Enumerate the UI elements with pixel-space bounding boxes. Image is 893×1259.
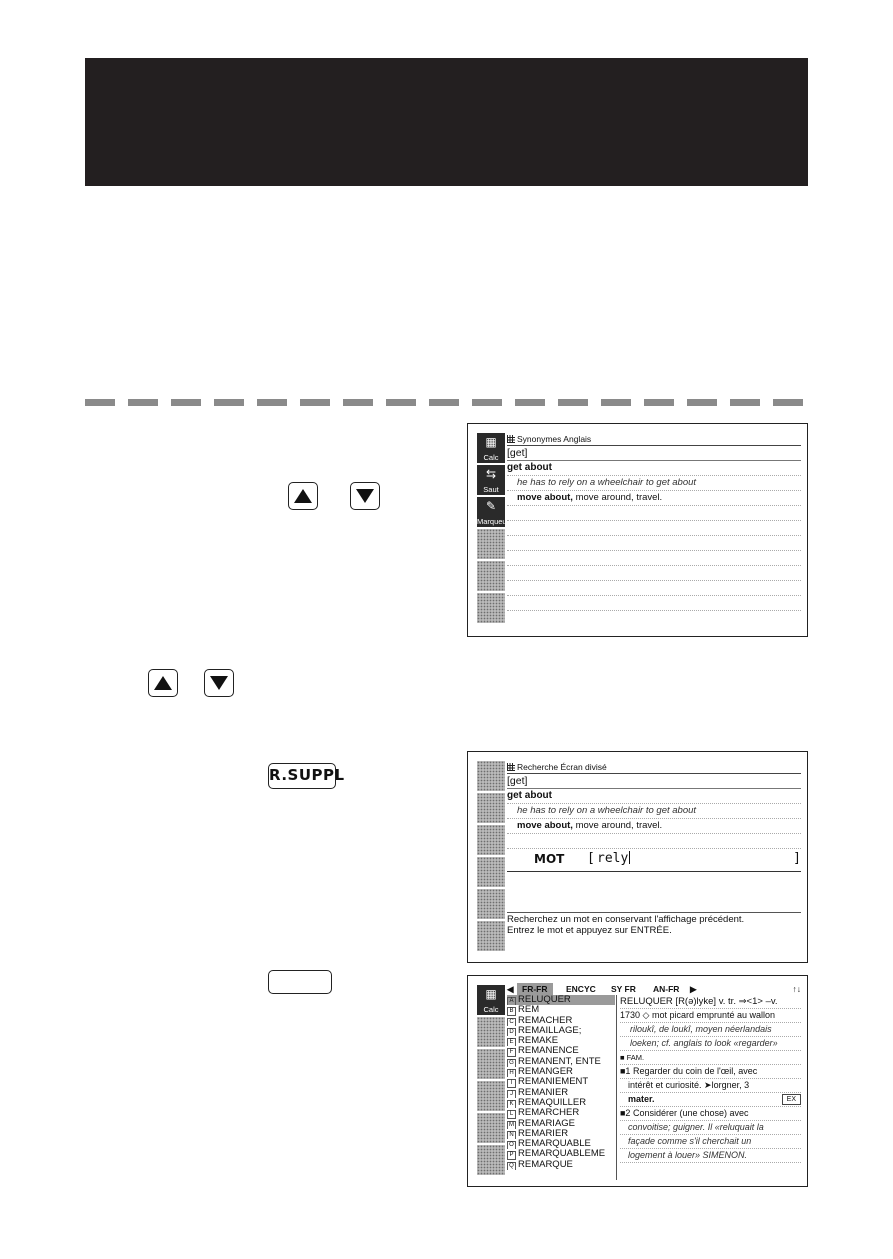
calculator-icon: ▦ (485, 435, 497, 449)
screen-title: Recherche Écran divisé (507, 761, 801, 774)
empty-row (507, 581, 801, 596)
word-field-value: rely (597, 851, 629, 866)
entry-line: 1730 ◇ mot picard emprunté au wallon (620, 1009, 801, 1023)
item-word: REMARQUABLE (518, 1139, 591, 1150)
tab-sy-fr[interactable]: SY FR (611, 984, 636, 994)
item-word: REMARCHER (518, 1108, 580, 1119)
tab-fr-fr[interactable]: FR-FR (517, 983, 553, 995)
empty-row (507, 521, 801, 536)
sidebar-empty (477, 889, 505, 919)
tab-right-arrow-icon[interactable]: ▶ (690, 984, 697, 994)
sidebar-saut[interactable]: ⇆ Saut (477, 465, 505, 495)
entry-phrase: get about (507, 789, 801, 804)
item-word: REMANGER (518, 1067, 573, 1078)
item-letter-icon: B (507, 1007, 516, 1015)
down-arrow-key-icon (350, 482, 380, 510)
screen-content (507, 761, 801, 849)
item-word: REMANENCE (518, 1046, 579, 1057)
text-caret (629, 851, 630, 864)
entry-line: RELUQUER [R(ə)lyke] v. tr. ⇒<1> –v. (620, 995, 801, 1009)
entry-line: ■1 Regarder du coin de l'œil, avec (620, 1065, 801, 1079)
item-word: REM (518, 1005, 540, 1016)
item-letter-icon: O (507, 1141, 516, 1149)
entry-line: ■ FAM. (620, 1051, 801, 1065)
item-word: REMARIAGE (518, 1118, 576, 1129)
item-letter-icon: N (507, 1131, 516, 1139)
tab-left-arrow-icon[interactable]: ◀ (507, 984, 514, 994)
screen-dictionary-result (467, 975, 808, 1187)
word-list-item[interactable] (507, 1119, 615, 1129)
item-letter-icon: A (507, 997, 516, 1005)
item-letter-icon: G (507, 1059, 516, 1067)
screen-split-search (467, 751, 808, 963)
item-letter-icon: H (507, 1069, 516, 1077)
screen-synonyms (467, 423, 808, 637)
item-word: RELUQUER (518, 995, 571, 1005)
down-arrow-key-icon (204, 669, 234, 697)
dashed-divider (85, 399, 808, 406)
item-letter-icon: E (507, 1038, 516, 1046)
example-sentence: he has to rely on a wheelchair to get about (507, 476, 801, 491)
empty-row (507, 506, 801, 521)
word-search-field[interactable]: MOT [ rely ] (507, 849, 801, 872)
item-word: REMARQUABLEME (518, 1149, 606, 1160)
word-list-item[interactable] (507, 1139, 615, 1149)
word-list-item[interactable] (507, 1108, 615, 1118)
item-letter-icon: K (507, 1100, 516, 1108)
instruction-message: Recherchez un mot en conservant l'affichage précédent. Entrez le mot et appuyez sur ENTRÉE. (507, 912, 801, 936)
entry-line: intérêt et curiosité. ➤lorgner, 3 (620, 1079, 801, 1093)
scroll-indicator-icon: ↑↓ (792, 984, 801, 994)
item-word: REMARIER (518, 1128, 569, 1139)
empty-row (507, 596, 801, 611)
item-letter-icon: L (507, 1110, 516, 1118)
sidebar-empty (477, 1081, 505, 1111)
sidebar-empty (477, 593, 505, 623)
sidebar-empty (477, 561, 505, 591)
sidebar-empty (477, 921, 505, 951)
up-arrow-key-icon (288, 482, 318, 510)
item-letter-icon: C (507, 1018, 516, 1026)
item-letter-icon: F (507, 1048, 516, 1056)
word-list-item[interactable] (507, 1016, 615, 1026)
entry-line: logement à louer» SIMENON. (620, 1149, 801, 1163)
sidebar-calc[interactable]: ▦ Calc (477, 433, 505, 463)
word-list-item[interactable] (507, 1077, 615, 1087)
sidebar (477, 985, 505, 1177)
entry-line: convoitise; guigner. Il «reluquait la (620, 1121, 801, 1135)
up-arrow-key-icon (148, 669, 178, 697)
word-list-item[interactable] (507, 1149, 615, 1159)
word-list-item[interactable] (507, 1129, 615, 1139)
section-header-banner (85, 58, 808, 186)
empty-row (507, 566, 801, 581)
item-letter-icon: J (507, 1090, 516, 1098)
jump-icon: ⇆ (485, 467, 497, 481)
sidebar (477, 433, 510, 625)
sidebar-empty (477, 529, 505, 559)
item-letter-icon: D (507, 1028, 516, 1036)
calculator-icon: ▦ (485, 987, 497, 1001)
sidebar-empty (477, 825, 505, 855)
synonym-line: move about, move around, travel. (507, 819, 801, 834)
item-word: REMAKE (518, 1036, 559, 1047)
word-list-item[interactable] (507, 1046, 615, 1056)
screen-content (507, 433, 801, 611)
entry-line: façade comme s'il cherchait un (620, 1135, 801, 1149)
entry-line: loeken; cf. anglais to look «regarder» (620, 1037, 801, 1051)
word-list-item[interactable] (507, 1005, 615, 1015)
grid-icon (507, 763, 515, 771)
item-word: REMANENT, ENTE (518, 1056, 601, 1067)
word-list-item[interactable] (507, 1098, 615, 1108)
sidebar-empty (477, 793, 505, 823)
sidebar-empty (477, 1145, 505, 1175)
headword: [get] (507, 446, 801, 461)
sidebar-marqueur[interactable]: ✎ Marqueur (477, 499, 510, 526)
empty-row (507, 551, 801, 566)
tab-encyc[interactable]: ENCYC (566, 984, 596, 994)
entry-line: mater. EX (620, 1093, 801, 1107)
empty-row (507, 536, 801, 551)
word-list-item[interactable] (507, 1160, 615, 1170)
word-list-item[interactable] (507, 1067, 615, 1077)
sidebar-empty (477, 761, 505, 791)
word-field-label: MOT (534, 852, 565, 866)
tab-an-fr[interactable]: AN-FR (653, 984, 680, 994)
example-sentence: he has to rely on a wheelchair to get about (507, 804, 801, 819)
sidebar-calc[interactable]: ▦ Calc (477, 985, 505, 1015)
item-word: REMARQUE (518, 1159, 573, 1170)
sidebar-empty (477, 857, 505, 887)
item-letter-icon: M (509, 1121, 514, 1128)
item-letter-icon: Q (507, 1162, 516, 1170)
sidebar-empty (477, 1049, 505, 1079)
item-letter-icon: P (507, 1151, 516, 1159)
entry-phrase: get about (507, 461, 801, 476)
synonym-line: move about, move around, travel. (507, 491, 801, 506)
marker-icon: ✎ (485, 499, 497, 513)
item-word: REMÂCHER (518, 1015, 573, 1026)
item-word: REMAQUILLER (518, 1097, 587, 1108)
headword: [get] (507, 774, 801, 789)
word-list-item[interactable] (507, 995, 615, 1005)
sidebar (477, 761, 505, 953)
screen-title: Synonymes Anglais (507, 433, 801, 446)
grid-icon (507, 435, 515, 443)
blank-key-icon (268, 970, 332, 994)
item-word: REMAILLAGE; (518, 1025, 582, 1036)
entry-line: ■2 Considérer (une chose) avec (620, 1107, 801, 1121)
entry-pane (620, 995, 801, 1163)
item-word: REMANIEMENT (518, 1077, 589, 1088)
word-list-item[interactable] (507, 1088, 615, 1098)
word-list-item[interactable] (507, 1057, 615, 1067)
item-word: REMANIER (518, 1087, 569, 1098)
entry-line: riloukî, de loukî, moyen néerlandais (620, 1023, 801, 1037)
item-letter-icon: I (507, 1079, 516, 1087)
word-list-item[interactable] (507, 1026, 615, 1036)
sidebar-empty (477, 1113, 505, 1143)
empty-row (507, 834, 801, 849)
word-list (507, 995, 615, 1170)
pane-divider (616, 995, 617, 1180)
rsuppl-key-icon: R.SUPPL (268, 763, 336, 789)
sidebar-empty (477, 1017, 505, 1047)
dictionary-tabs (507, 983, 801, 995)
word-list-item[interactable] (507, 1036, 615, 1046)
example-badge-icon[interactable]: EX (782, 1094, 801, 1105)
